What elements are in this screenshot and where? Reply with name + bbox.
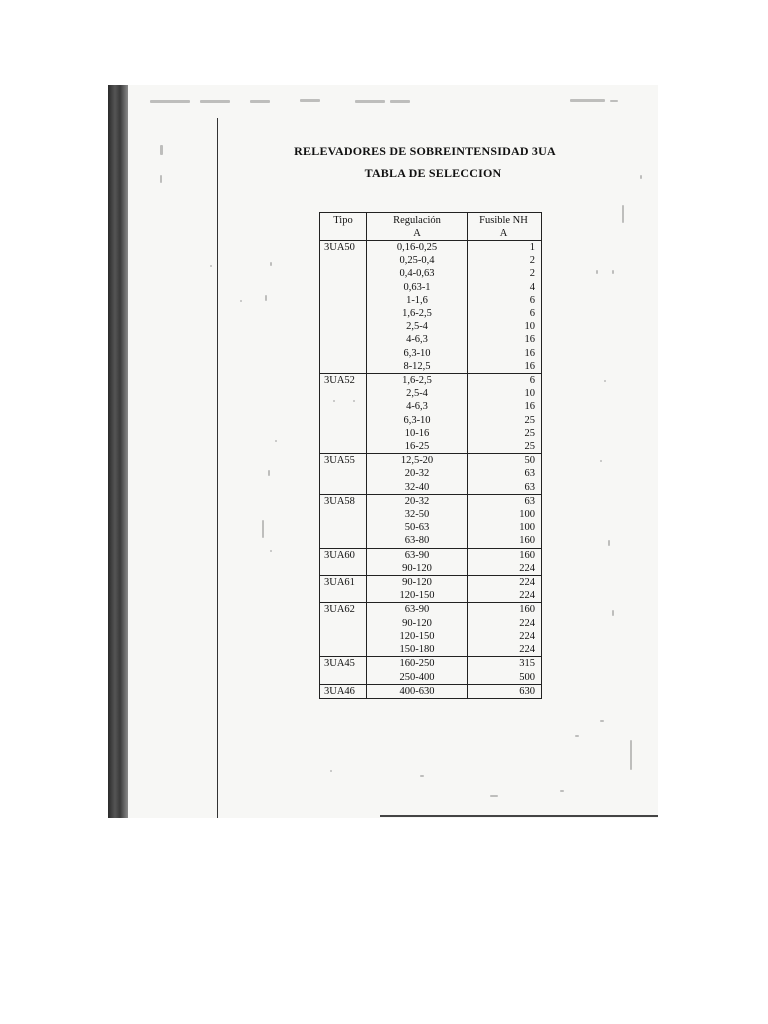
cell-fusible: 63: [468, 494, 542, 508]
cell-fusible: 10: [468, 387, 542, 400]
table-row: [320, 548, 542, 562]
header-fusible: [468, 213, 542, 241]
table-row: [320, 603, 542, 617]
table-row: [320, 494, 542, 508]
cell-tipo: [320, 267, 367, 280]
cell-regulacion: 0,16-0,25: [367, 241, 468, 255]
header-fusible-unit: A: [499, 228, 508, 239]
scan-speck: [622, 205, 624, 223]
table-row: [320, 254, 542, 267]
cell-regulacion: 10-16: [367, 427, 468, 440]
document-subtitle: TABLA DE SELECCION: [364, 166, 502, 180]
cell-regulacion: 6,3-10: [367, 347, 468, 360]
cell-tipo: 3UA62: [320, 603, 367, 617]
cell-tipo: 3UA60: [320, 548, 367, 562]
scan-speck: [210, 265, 212, 267]
table-row: [320, 320, 542, 333]
cell-tipo: [320, 254, 367, 267]
cell-tipo: 3UA58: [320, 494, 367, 508]
cell-fusible: 25: [468, 427, 542, 440]
cell-fusible: 630: [468, 684, 542, 698]
header-fusible-label: Fusible NH: [479, 215, 528, 226]
table-row: [320, 347, 542, 360]
cell-tipo: [320, 562, 367, 576]
table-row: [320, 400, 542, 413]
table-row: [320, 630, 542, 643]
cell-regulacion: 6,3-10: [367, 414, 468, 427]
cell-fusible: 6: [468, 374, 542, 388]
table-row: [320, 281, 542, 294]
table-row: [320, 360, 542, 374]
cell-fusible: 6: [468, 307, 542, 320]
cell-tipo: [320, 643, 367, 657]
scan-speck: [160, 175, 162, 183]
header-tipo: [320, 213, 367, 241]
cell-fusible: 500: [468, 671, 542, 685]
cell-tipo: [320, 589, 367, 603]
table-row: [320, 333, 542, 346]
scan-speck: [604, 380, 606, 382]
scan-speck: [600, 460, 602, 462]
cell-tipo: 3UA46: [320, 684, 367, 698]
scan-speck: [390, 100, 410, 103]
cell-regulacion: 120-150: [367, 630, 468, 643]
cell-fusible: 25: [468, 440, 542, 454]
table-row: [320, 562, 542, 576]
table-row: [320, 684, 542, 698]
scan-speck: [200, 100, 230, 103]
table-row: [320, 589, 542, 603]
scan-speck: [640, 175, 642, 179]
table-body: [320, 241, 542, 699]
cell-regulacion: 1,6-2,5: [367, 307, 468, 320]
table-row: [320, 481, 542, 495]
scan-speck: [610, 100, 618, 102]
cell-fusible: 1: [468, 241, 542, 255]
cell-regulacion: 12,5-20: [367, 454, 468, 468]
scan-speck: [265, 295, 267, 301]
cell-fusible: 160: [468, 534, 542, 548]
scan-speck: [612, 610, 614, 616]
cell-regulacion: 1,6-2,5: [367, 374, 468, 388]
table-header-row: [320, 213, 542, 241]
cell-fusible: 160: [468, 603, 542, 617]
page-binding-shadow: [108, 85, 128, 818]
scan-speck: [355, 100, 385, 103]
cell-fusible: 25: [468, 414, 542, 427]
scan-speck: [160, 145, 163, 155]
cell-fusible: 4: [468, 281, 542, 294]
cell-fusible: 224: [468, 562, 542, 576]
cell-regulacion: 4-6,3: [367, 400, 468, 413]
cell-fusible: 224: [468, 589, 542, 603]
scan-speck: [268, 470, 270, 476]
cell-tipo: [320, 671, 367, 685]
cell-tipo: [320, 347, 367, 360]
scan-speck: [150, 100, 190, 103]
cell-tipo: [320, 320, 367, 333]
scan-speck: [596, 270, 598, 274]
cell-fusible: 2: [468, 267, 542, 280]
cell-tipo: [320, 333, 367, 346]
cell-fusible: 224: [468, 576, 542, 590]
cell-fusible: 100: [468, 508, 542, 521]
header-regulacion-unit: A: [413, 228, 421, 239]
cell-regulacion: 2,5-4: [367, 387, 468, 400]
cell-regulacion: 150-180: [367, 643, 468, 657]
scan-speck: [330, 770, 332, 772]
scan-speck: [250, 100, 270, 103]
selection-table: [319, 212, 542, 699]
cell-regulacion: 20-32: [367, 467, 468, 480]
scan-speck: [600, 720, 604, 722]
table-row: [320, 387, 542, 400]
cell-regulacion: 8-12,5: [367, 360, 468, 374]
scan-speck: [420, 775, 424, 777]
scan-speck: [575, 735, 579, 737]
cell-fusible: 224: [468, 617, 542, 630]
cell-fusible: 16: [468, 400, 542, 413]
cell-regulacion: 90-120: [367, 617, 468, 630]
cell-tipo: [320, 508, 367, 521]
table-row: [320, 294, 542, 307]
table-row: [320, 241, 542, 255]
cell-regulacion: 0,25-0,4: [367, 254, 468, 267]
scan-speck: [612, 270, 614, 274]
cell-tipo: [320, 521, 367, 534]
cell-regulacion: 4-6,3: [367, 333, 468, 346]
cell-tipo: [320, 467, 367, 480]
scan-speck: [608, 540, 610, 546]
cell-tipo: [320, 400, 367, 413]
cell-fusible: 6: [468, 294, 542, 307]
table-row: [320, 643, 542, 657]
cell-tipo: [320, 440, 367, 454]
cell-regulacion: 63-80: [367, 534, 468, 548]
cell-tipo: [320, 534, 367, 548]
cell-fusible: 50: [468, 454, 542, 468]
cell-fusible: 2: [468, 254, 542, 267]
cell-tipo: 3UA55: [320, 454, 367, 468]
cell-regulacion: 90-120: [367, 576, 468, 590]
table-row: [320, 374, 542, 388]
cell-regulacion: 120-150: [367, 589, 468, 603]
cell-fusible: 16: [468, 333, 542, 346]
cell-fusible: 315: [468, 657, 542, 671]
scan-speck: [490, 795, 498, 797]
page-bottom-edge: [380, 815, 658, 817]
scan-speck: [560, 790, 564, 792]
cell-regulacion: 0,4-0,63: [367, 267, 468, 280]
cell-regulacion: 160-250: [367, 657, 468, 671]
header-tipo-label: Tipo: [333, 215, 353, 226]
margin-line: [217, 118, 218, 818]
scan-speck: [300, 99, 320, 102]
cell-regulacion: 90-120: [367, 562, 468, 576]
table-row: [320, 467, 542, 480]
cell-fusible: 63: [468, 467, 542, 480]
scan-speck: [262, 520, 264, 538]
cell-tipo: [320, 617, 367, 630]
cell-regulacion: 16-25: [367, 440, 468, 454]
cell-fusible: 224: [468, 630, 542, 643]
cell-regulacion: 1-1,6: [367, 294, 468, 307]
table-row: [320, 454, 542, 468]
cell-tipo: [320, 387, 367, 400]
cell-regulacion: 0,63-1: [367, 281, 468, 294]
cell-tipo: [320, 294, 367, 307]
table-row: [320, 671, 542, 685]
cell-regulacion: 32-40: [367, 481, 468, 495]
table-row: [320, 267, 542, 280]
cell-fusible: 16: [468, 347, 542, 360]
cell-fusible: 10: [468, 320, 542, 333]
cell-tipo: [320, 307, 367, 320]
table-row: [320, 576, 542, 590]
cell-fusible: 100: [468, 521, 542, 534]
cell-regulacion: 400-630: [367, 684, 468, 698]
table-row: [320, 657, 542, 671]
table-row: [320, 427, 542, 440]
scan-speck: [630, 740, 632, 770]
scan-speck: [240, 300, 242, 302]
scan-speck: [570, 99, 605, 102]
cell-tipo: [320, 281, 367, 294]
document-title: RELEVADORES DE SOBREINTENSIDAD 3UA: [294, 144, 556, 158]
header-regulacion-label: Regulación: [393, 215, 441, 226]
cell-tipo: 3UA50: [320, 241, 367, 255]
table-row: [320, 440, 542, 454]
cell-regulacion: 50-63: [367, 521, 468, 534]
cell-fusible: 63: [468, 481, 542, 495]
cell-regulacion: 20-32: [367, 494, 468, 508]
table-row: [320, 508, 542, 521]
cell-tipo: [320, 630, 367, 643]
table-row: [320, 534, 542, 548]
table-row: [320, 617, 542, 630]
cell-tipo: 3UA52: [320, 374, 367, 388]
table-row: [320, 521, 542, 534]
cell-tipo: [320, 427, 367, 440]
cell-tipo: 3UA61: [320, 576, 367, 590]
table-row: [320, 414, 542, 427]
cell-tipo: [320, 360, 367, 374]
header-regulacion: [367, 213, 468, 241]
cell-regulacion: 63-90: [367, 548, 468, 562]
cell-regulacion: 63-90: [367, 603, 468, 617]
cell-tipo: 3UA45: [320, 657, 367, 671]
cell-fusible: 224: [468, 643, 542, 657]
scan-speck: [270, 262, 272, 266]
cell-fusible: 16: [468, 360, 542, 374]
cell-regulacion: 32-50: [367, 508, 468, 521]
cell-regulacion: 250-400: [367, 671, 468, 685]
scan-speck: [270, 550, 272, 552]
scan-speck: [275, 440, 277, 442]
cell-regulacion: 2,5-4: [367, 320, 468, 333]
cell-tipo: [320, 414, 367, 427]
cell-tipo: [320, 481, 367, 495]
table-row: [320, 307, 542, 320]
cell-fusible: 160: [468, 548, 542, 562]
